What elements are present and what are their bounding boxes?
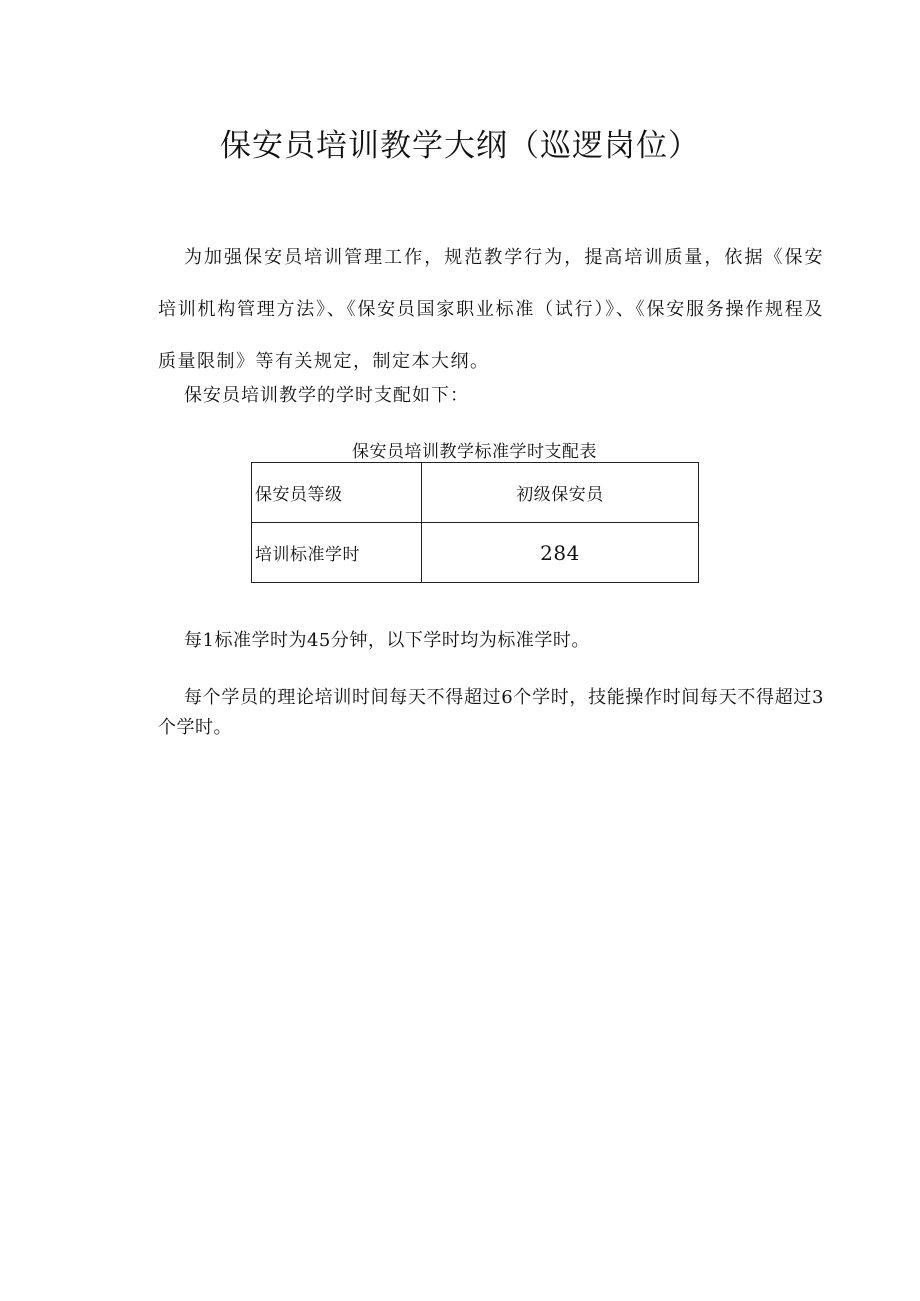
table-cell-value: 284 [422, 523, 699, 583]
standard-hours-table [251, 462, 699, 583]
document-title: 保安员培训教学大纲（巡逻岗位） [220, 128, 700, 164]
table-cell-value: 初级保安员 [422, 463, 699, 523]
hours-allocation-intro: 保安员培训教学的学时支配如下： [184, 385, 469, 406]
table-cell-label: 培训标准学时 [252, 523, 422, 583]
daily-limit-note: 每个学员的理论培训时间每天不得超过6个学时，技能操作时间每天不得超过3个学时。 [158, 687, 824, 738]
table-caption: 保安员培训教学标准学时支配表 [352, 442, 597, 462]
intro-paragraph: 为加强保安员培训管理工作，规范教学行为，提高培训质量，依据《保安培训机构管理方法》、《保安员国家职业标准（试行）》、《保安服务操作规程及质量限制》等有关规定，制定本大纲。 [158, 247, 824, 372]
standard-hour-note: 每1标准学时为45分钟，以下学时均为标准学时。 [184, 630, 590, 651]
table-row [252, 463, 699, 523]
table-row [252, 523, 699, 583]
table-cell-label: 保安员等级 [252, 463, 422, 523]
